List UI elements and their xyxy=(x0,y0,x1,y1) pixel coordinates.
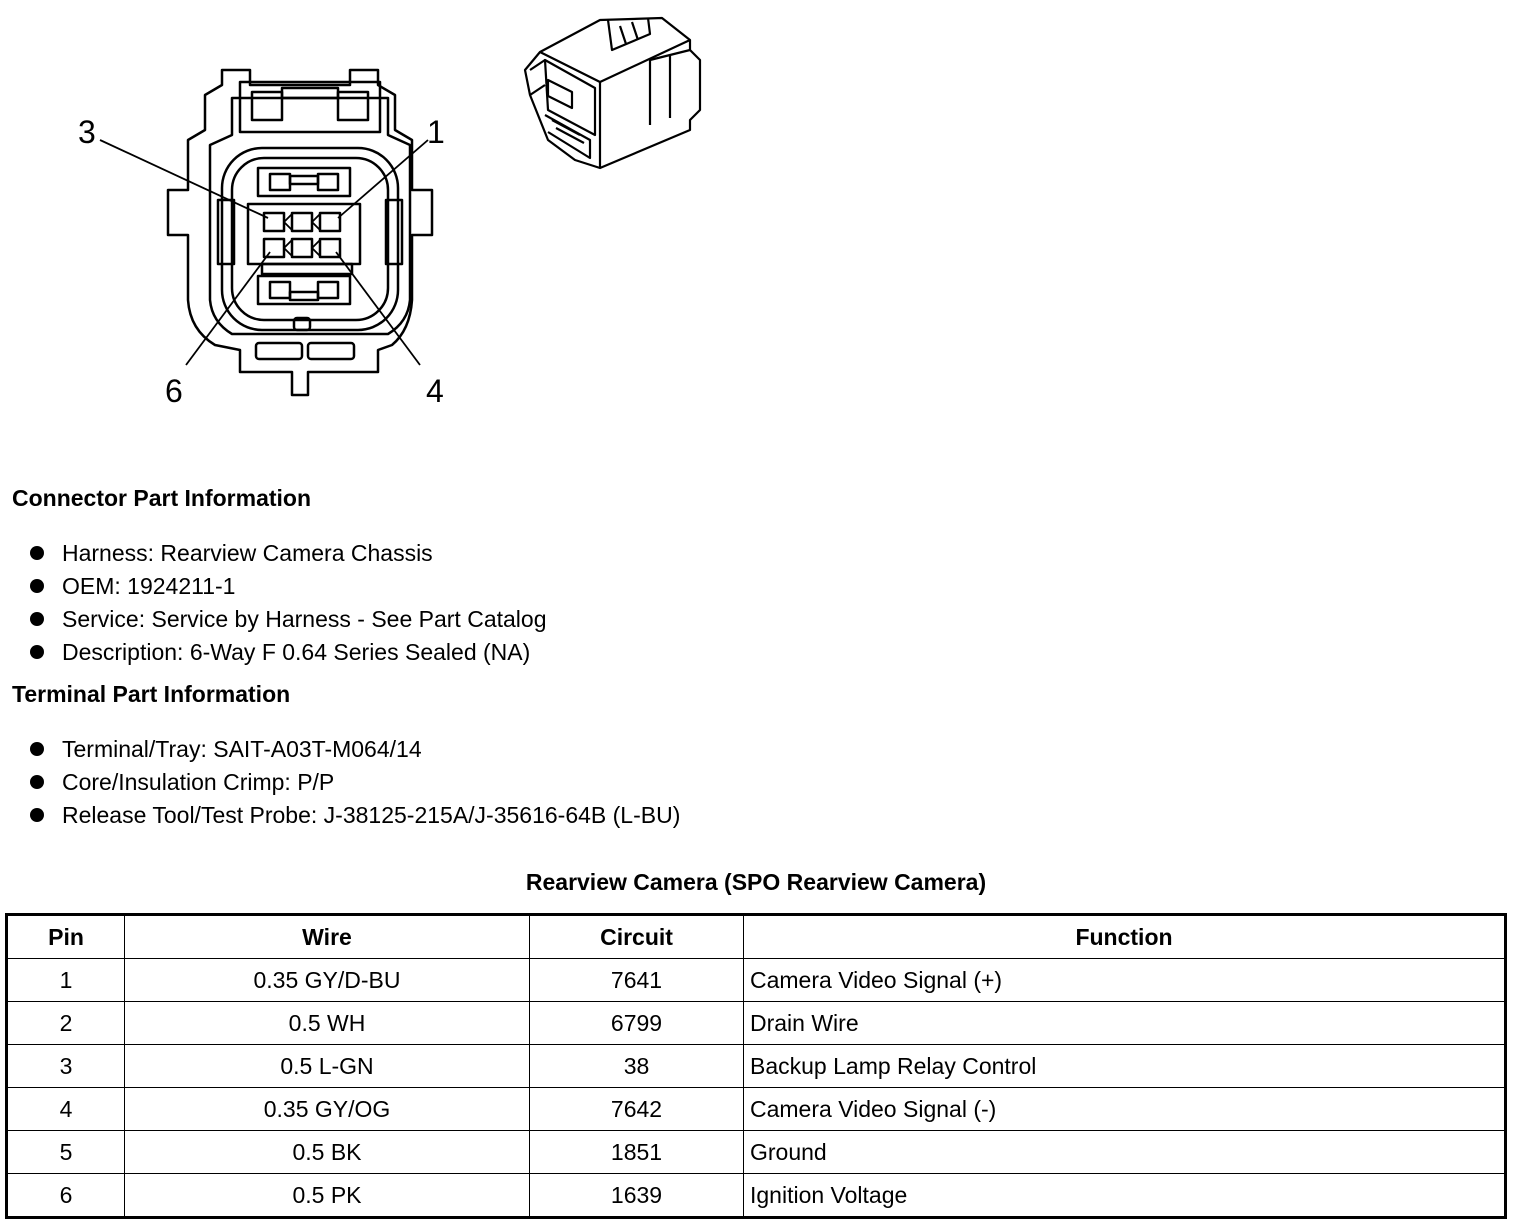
circuit-cell: 1639 xyxy=(530,1174,744,1218)
cavity-3 xyxy=(264,213,284,231)
connector-info-heading: Connector Part Information xyxy=(12,485,312,511)
terminal-info-list xyxy=(30,733,680,832)
pin-cavities xyxy=(264,213,340,257)
connector-drawing xyxy=(0,0,760,420)
list-item: Core/Insulation Crimp: P/P xyxy=(30,766,680,799)
circuit-cell: 38 xyxy=(530,1045,744,1088)
table-header-row xyxy=(7,915,1506,959)
connector-face-view xyxy=(78,70,445,409)
wire-cell: 0.5 BK xyxy=(125,1131,530,1174)
table-row xyxy=(7,1002,1506,1045)
wire-cell: 0.35 GY/OG xyxy=(125,1088,530,1131)
column-header-pin: Pin xyxy=(7,915,125,959)
wire-cell: 0.35 GY/D-BU xyxy=(125,959,530,1002)
circuit-cell: 1851 xyxy=(530,1131,744,1174)
list-item: Service: Service by Harness - See Part Catalog xyxy=(30,603,546,636)
table-row xyxy=(7,959,1506,1002)
cavity-6 xyxy=(264,239,284,257)
pin-cell: 4 xyxy=(7,1088,125,1131)
column-header-function: Function xyxy=(744,915,1506,959)
pin-cell: 5 xyxy=(7,1131,125,1174)
function-cell: Ground xyxy=(744,1131,1506,1174)
list-item: Harness: Rearview Camera Chassis xyxy=(30,537,546,570)
table-row xyxy=(7,1088,1506,1131)
pin-callout-6: 6 xyxy=(165,373,183,409)
pinout-table xyxy=(5,913,1507,1219)
column-header-circuit: Circuit xyxy=(530,915,744,959)
circuit-cell: 6799 xyxy=(530,1002,744,1045)
pin-cell: 3 xyxy=(7,1045,125,1088)
cavity-5 xyxy=(292,239,312,257)
terminal-info-heading: Terminal Part Information xyxy=(12,681,291,707)
table-row xyxy=(7,1174,1506,1218)
circuit-cell: 7642 xyxy=(530,1088,744,1131)
pin-cell: 1 xyxy=(7,959,125,1002)
pin-cell: 2 xyxy=(7,1002,125,1045)
list-item: Terminal/Tray: SAIT-A03T-M064/14 xyxy=(30,733,680,766)
table-row xyxy=(7,1045,1506,1088)
list-item: Description: 6-Way F 0.64 Series Sealed (NA) xyxy=(30,636,546,669)
pinout-table-caption: Rearview Camera (SPO Rearview Camera) xyxy=(525,869,987,895)
wire-cell: 0.5 PK xyxy=(125,1174,530,1218)
pin-callout-3: 3 xyxy=(78,114,96,150)
cavity-2 xyxy=(292,213,312,231)
column-header-wire: Wire xyxy=(125,915,530,959)
cavity-1 xyxy=(320,213,340,231)
function-cell: Camera Video Signal (-) xyxy=(744,1088,1506,1131)
pin-callout-4: 4 xyxy=(426,373,444,409)
function-cell: Ignition Voltage xyxy=(744,1174,1506,1218)
circuit-cell: 7641 xyxy=(530,959,744,1002)
wire-cell: 0.5 WH xyxy=(125,1002,530,1045)
table-row xyxy=(7,1131,1506,1174)
function-cell: Drain Wire xyxy=(744,1002,1506,1045)
connector-isometric-view xyxy=(525,18,700,168)
function-cell: Camera Video Signal (+) xyxy=(744,959,1506,1002)
connector-info-list xyxy=(30,537,546,669)
pin-callout-1: 1 xyxy=(427,114,445,150)
pin-cell: 6 xyxy=(7,1174,125,1218)
list-item: Release Tool/Test Probe: J-38125-215A/J-35616-64B (L-BU) xyxy=(30,799,680,832)
function-cell: Backup Lamp Relay Control xyxy=(744,1045,1506,1088)
list-item: OEM: 1924211-1 xyxy=(30,570,546,603)
wire-cell: 0.5 L-GN xyxy=(125,1045,530,1088)
